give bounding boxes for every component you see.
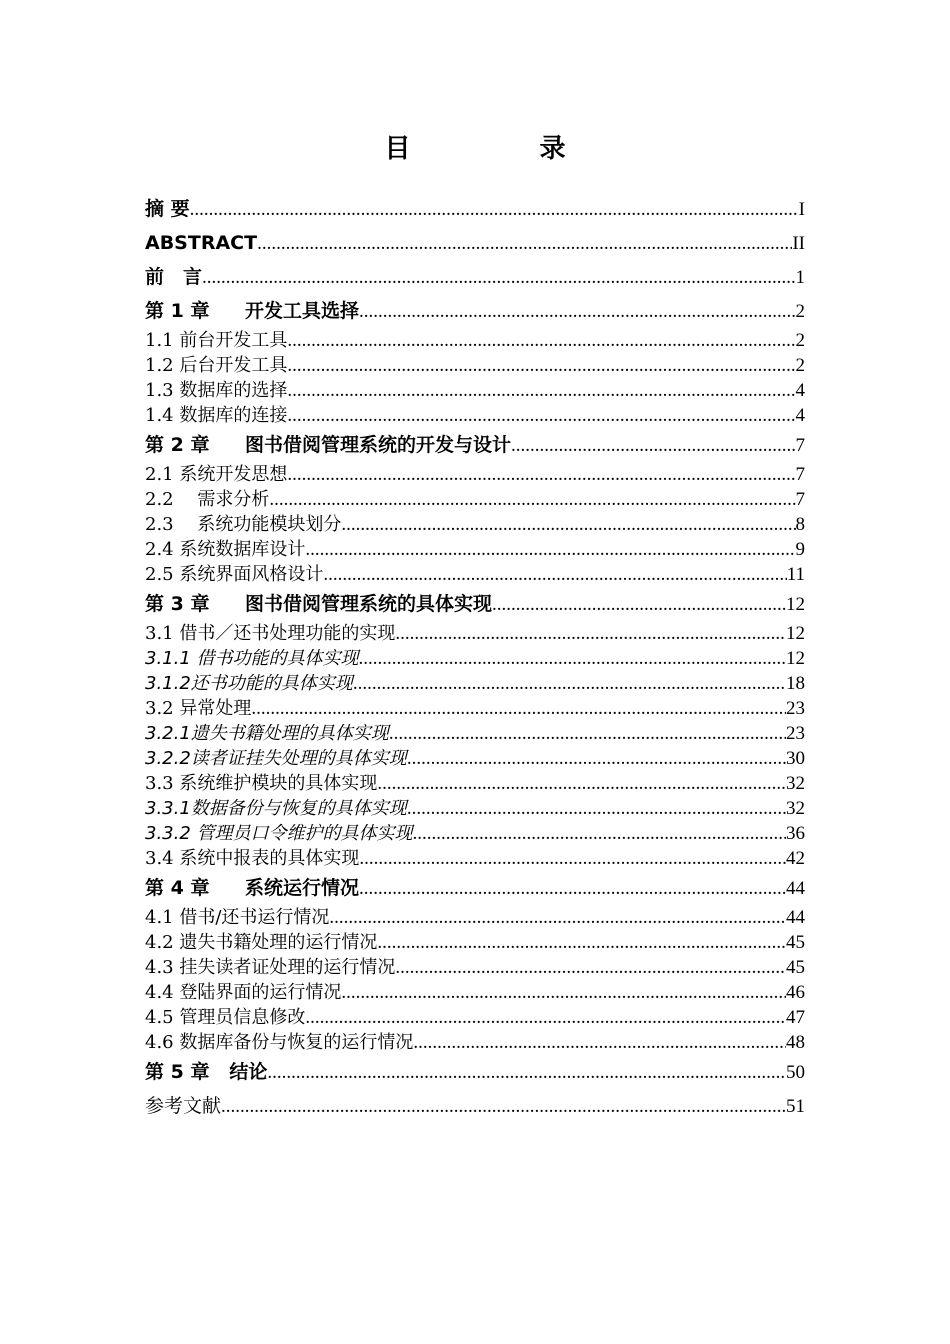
dot-leader <box>287 462 795 487</box>
toc-entry-label: 1.4 数据库的连接 <box>145 405 288 426</box>
dot-leader <box>359 295 795 328</box>
dot-leader <box>287 328 795 353</box>
toc-page-number: 32 <box>786 773 805 794</box>
toc-chapter-1[interactable] <box>145 294 805 328</box>
toc-entry-label: 3.3.1数据备份与恢复的具体实现 <box>145 798 407 819</box>
toc-page-number: 23 <box>786 723 805 744</box>
dot-leader <box>341 512 795 537</box>
toc-page-number: 30 <box>786 748 805 769</box>
toc-entry-label: 2.3 系统功能模块划分 <box>145 514 342 535</box>
toc-entry-label: 4.5 管理员信息修改 <box>145 1007 306 1028</box>
toc-page-number: 32 <box>786 798 805 819</box>
toc-entry-label: 摘 要 <box>145 198 190 220</box>
dot-leader <box>359 846 786 871</box>
dot-leader <box>305 1005 786 1030</box>
dot-leader <box>353 671 786 696</box>
dot-leader <box>323 562 786 587</box>
chapter-number: 第 3 章 <box>145 593 210 615</box>
toc-entry-label: 1.1 前台开发工具 <box>145 330 288 351</box>
toc-entry-label: 4.4 登陆界面的运行情况 <box>145 982 342 1003</box>
toc-entry-label: 3.1.2还书功能的具体实现 <box>145 673 353 694</box>
toc-section[interactable] <box>145 930 805 955</box>
toc-section[interactable] <box>145 905 805 930</box>
toc-section[interactable] <box>145 771 805 796</box>
toc-entry-label: 4.2 遗失书籍处理的运行情况 <box>145 932 378 953</box>
table-of-contents <box>145 192 805 1123</box>
toc-entry-label: 2.4 系统数据库设计 <box>145 539 306 560</box>
toc-entry-label: 4.6 数据库备份与恢复的运行情况 <box>145 1032 414 1053</box>
dot-leader <box>202 261 795 294</box>
toc-subsection[interactable] <box>145 646 805 671</box>
dot-leader <box>377 930 786 955</box>
chapter-title: 系统运行情况 <box>245 877 360 899</box>
toc-entry-label: 3.3 系统维护模块的具体实现 <box>145 773 378 794</box>
toc-page-number: 44 <box>786 907 805 928</box>
toc-section[interactable] <box>145 696 805 721</box>
toc-section[interactable] <box>145 462 805 487</box>
toc-page-number: 7 <box>795 464 805 485</box>
dot-leader <box>407 796 786 821</box>
dot-leader <box>407 746 786 771</box>
toc-entry-label: 2.2 需求分析 <box>145 489 270 510</box>
toc-title: 目 录 <box>384 134 626 164</box>
chapter-number: 第 1 章 <box>145 300 210 322</box>
toc-subsection[interactable] <box>145 746 805 771</box>
toc-page-number: 42 <box>786 848 805 869</box>
toc-entry-label: 3.2.2读者证挂失处理的具体实现 <box>145 748 407 769</box>
toc-entry-label: 3.3.2 管理员口令维护的具体实现 <box>145 823 413 844</box>
dot-leader <box>359 646 786 671</box>
toc-page-number: 12 <box>786 648 805 669</box>
toc-section[interactable] <box>145 328 805 353</box>
toc-page-number: 48 <box>786 1032 805 1053</box>
toc-page-number: 45 <box>786 957 805 978</box>
toc-chapter-3[interactable] <box>145 587 805 621</box>
toc-entry-label: 3.2 异常处理 <box>145 698 252 719</box>
dot-leader <box>329 905 786 930</box>
dot-leader <box>359 872 786 905</box>
toc-page-number: 2 <box>795 330 805 351</box>
dot-leader <box>287 378 795 403</box>
toc-entry-label: 前 言 <box>145 266 203 288</box>
toc-page-number: 36 <box>786 823 805 844</box>
toc-section[interactable] <box>145 621 805 646</box>
toc-page-number: 7 <box>795 489 805 510</box>
dot-leader <box>389 721 786 746</box>
dot-leader <box>395 621 786 646</box>
dot-leader <box>395 955 786 980</box>
toc-page-number: 1 <box>795 267 805 288</box>
toc-section[interactable] <box>145 1030 805 1055</box>
toc-section[interactable] <box>145 980 805 1005</box>
toc-subsection[interactable] <box>145 821 805 846</box>
toc-page-number: II <box>792 233 805 254</box>
toc-entry-abstract-cn[interactable] <box>145 192 805 226</box>
toc-subsection[interactable] <box>145 721 805 746</box>
dot-leader <box>413 821 786 846</box>
dot-leader <box>287 403 795 428</box>
toc-page-number: 47 <box>786 1007 805 1028</box>
toc-page-number: 11 <box>786 564 805 585</box>
dot-leader <box>305 537 795 562</box>
toc-entry-label: 3.4 系统中报表的具体实现 <box>145 848 360 869</box>
toc-entry-label: 1.3 数据库的选择 <box>145 380 288 401</box>
toc-section[interactable] <box>145 846 805 871</box>
chapter-title: 图书借阅管理系统的具体实现 <box>245 593 493 615</box>
dot-leader <box>492 588 786 621</box>
toc-entry-abstract-en[interactable] <box>145 226 805 260</box>
toc-entry-label: 3.2.1遗失书籍处理的具体实现 <box>145 723 389 744</box>
dot-leader <box>287 353 795 378</box>
toc-section[interactable] <box>145 537 805 562</box>
dot-leader <box>221 1090 786 1123</box>
toc-section[interactable] <box>145 378 805 403</box>
toc-entry-label: 3.1.1 借书功能的具体实现 <box>145 648 359 669</box>
toc-entry-label: 4.1 借书/还书运行情况 <box>145 907 330 928</box>
toc-chapter-5[interactable] <box>145 1055 805 1089</box>
toc-page-number: 46 <box>786 982 805 1003</box>
toc-page-number: 45 <box>786 932 805 953</box>
toc-entry-label: 3.1 借书／还书处理功能的实现 <box>145 623 396 644</box>
dot-leader <box>413 1030 786 1055</box>
toc-page-number: 51 <box>786 1096 805 1117</box>
toc-section[interactable] <box>145 403 805 428</box>
toc-page-number: 4 <box>795 405 805 426</box>
toc-section[interactable] <box>145 487 805 512</box>
chapter-number: 第 2 章 <box>145 434 210 456</box>
chapter-number: 第 4 章 <box>145 877 210 899</box>
toc-page-number: 18 <box>786 673 805 694</box>
chapter-title: 图书借阅管理系统的开发与设计 <box>245 434 512 456</box>
toc-page-number: 23 <box>786 698 805 719</box>
toc-page-number: 50 <box>786 1062 805 1083</box>
toc-entry-label: 参考文献 <box>145 1095 222 1117</box>
dot-leader <box>257 227 792 260</box>
toc-page-number: 8 <box>795 514 805 535</box>
dot-leader <box>251 696 786 721</box>
toc-page-number: 44 <box>786 878 805 899</box>
toc-section[interactable] <box>145 353 805 378</box>
toc-page-number: 12 <box>786 623 805 644</box>
toc-section[interactable] <box>145 562 805 587</box>
toc-entry-label: 2.1 系统开发思想 <box>145 464 288 485</box>
toc-entry-label: 1.2 后台开发工具 <box>145 355 288 376</box>
toc-page-number: 2 <box>795 301 805 322</box>
toc-section[interactable] <box>145 1005 805 1030</box>
chapter-title: 结论 <box>229 1061 268 1083</box>
dot-leader <box>511 429 795 462</box>
dot-leader <box>341 980 786 1005</box>
toc-chapter-2[interactable] <box>145 428 805 462</box>
toc-page-number: 4 <box>795 380 805 401</box>
toc-entry-preface[interactable] <box>145 260 805 294</box>
toc-page-number: 7 <box>795 435 805 456</box>
toc-page-number: I <box>798 199 805 220</box>
dot-leader <box>190 193 799 226</box>
toc-page-number: 9 <box>795 539 805 560</box>
toc-entry-label: ABSTRACT <box>145 232 258 254</box>
toc-page-number: 12 <box>786 594 805 615</box>
toc-subsection[interactable] <box>145 671 805 696</box>
dot-leader <box>267 1056 786 1089</box>
toc-entry-label: 4.3 挂失读者证处理的运行情况 <box>145 957 396 978</box>
toc-subsection[interactable] <box>145 796 805 821</box>
toc-chapter-4[interactable] <box>145 871 805 905</box>
toc-entry-label: 2.5 系统界面风格设计 <box>145 564 324 585</box>
chapter-title: 开发工具选择 <box>245 300 360 322</box>
toc-page-number: 2 <box>795 355 805 376</box>
toc-section[interactable] <box>145 955 805 980</box>
toc-entry-references[interactable] <box>145 1089 805 1123</box>
dot-leader <box>377 771 786 796</box>
chapter-number: 第 5 章 <box>145 1061 210 1083</box>
toc-section[interactable] <box>145 512 805 537</box>
dot-leader <box>269 487 795 512</box>
